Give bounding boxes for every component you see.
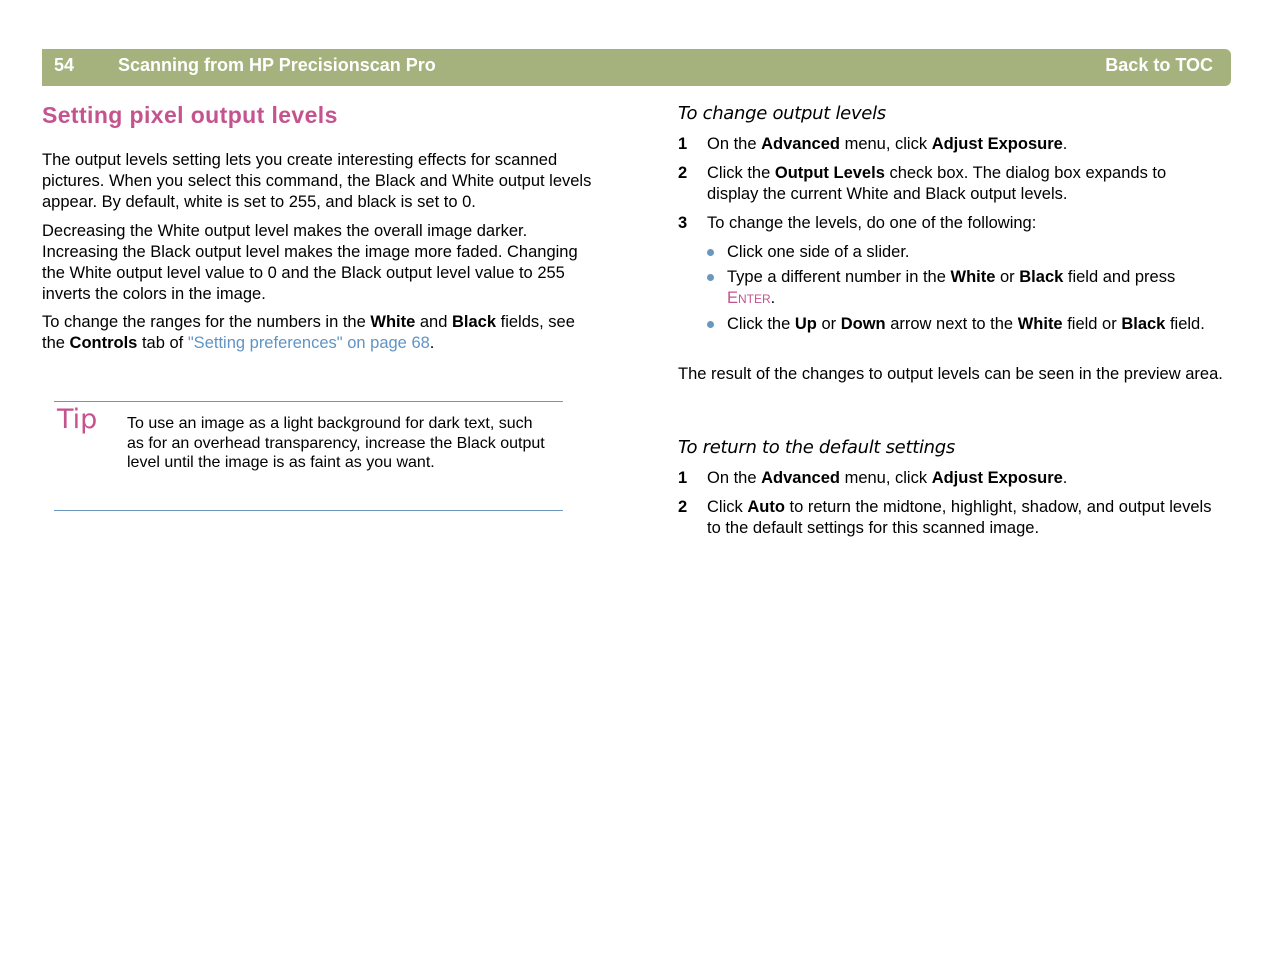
step-item: 2 Click the Output Levels check box. The dialog box expands to display the current White and Black output levels. bbox=[678, 164, 1167, 203]
step-item: 2 Click Auto to return the midtone, highlight, shadow, and output levels to the default settings for this scanned image. bbox=[678, 498, 1212, 537]
chapter-title: Scanning from HP Precisionscan Pro bbox=[118, 55, 436, 75]
enter-key: Enter bbox=[727, 289, 771, 307]
tip-box bbox=[54, 401, 563, 511]
left-column bbox=[42, 100, 597, 352]
bullet-dot-icon bbox=[707, 274, 714, 281]
bullet-item: Click the Up or Down arrow next to the White field or Black field. bbox=[707, 314, 1217, 335]
result-paragraph: The result of the changes to output levels can be seen in the preview area. bbox=[678, 365, 1223, 383]
tip-text: To use an image as a light background for dark text, such as for an overhead transparency, increase the Black output level until the image is as faint as you want. bbox=[127, 415, 545, 471]
subhead-change-output-levels: To change output levels bbox=[678, 103, 886, 124]
paragraph-ranges: To change the ranges for the numbers in the White and Black fields, see the Controls tab of "Setting preferences" on page 68. bbox=[42, 313, 575, 352]
page-number: 54 bbox=[54, 55, 75, 75]
paragraph-intro: The output levels setting lets you create interesting effects for scanned pictures. When you select this command, the Black and White output levels appear. By default, white is set to 255, and black is set to 0. bbox=[42, 151, 592, 211]
page-header bbox=[42, 49, 1231, 86]
bullet-dot-icon bbox=[707, 249, 714, 256]
paragraph-effects: Decreasing the White output level makes the overall image darker. Increasing the Black output level makes the image more faded. Changing the White output level value to 0 and the Black output level value to 255 inverts the colors in the image. bbox=[42, 222, 578, 303]
step-item: 1 On the Advanced menu, click Adjust Exposure. bbox=[678, 469, 1068, 487]
step-item: 1 On the Advanced menu, click Adjust Exposure. bbox=[678, 135, 1068, 153]
tip-label: Tip bbox=[57, 404, 98, 435]
bullet-item: Click one side of a slider. bbox=[707, 242, 1217, 263]
setting-preferences-link[interactable]: "Setting preferences" on page 68 bbox=[187, 334, 430, 352]
subhead-return-defaults: To return to the default settings bbox=[678, 437, 955, 458]
bullet-dot-icon bbox=[707, 321, 714, 328]
bullet-item: Type a different number in the White or Black field and press Enter. bbox=[707, 267, 1217, 309]
step-item: 3 To change the levels, do one of the following: bbox=[678, 214, 1037, 232]
back-to-toc-link[interactable]: Back to TOC bbox=[1105, 55, 1213, 75]
section-heading: Setting pixel output levels bbox=[42, 102, 338, 128]
